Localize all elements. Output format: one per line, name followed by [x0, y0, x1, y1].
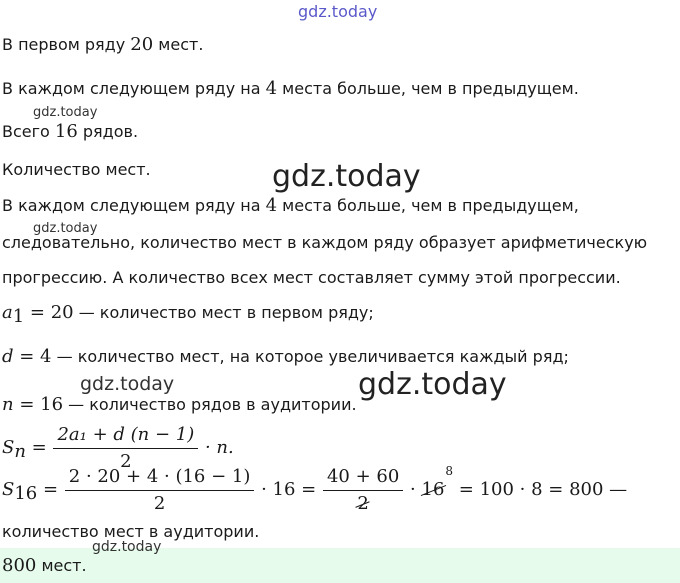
text-segment: — количество рядов в аудитории. [63, 395, 357, 414]
math-variable: a [2, 302, 13, 323]
answer-text [2, 556, 87, 576]
fraction-numerator: 2 · 20 + 4 · (16 − 1) [68, 466, 251, 487]
answer-label: мест. [36, 556, 87, 575]
math-variable: S [2, 479, 15, 500]
math-number: 4 [265, 78, 278, 99]
text-line-each-row [2, 79, 579, 99]
crossed-out-denominator: 2 [357, 493, 369, 514]
math-equation: = 20 [24, 302, 74, 323]
math-subscript: 16 [14, 483, 38, 505]
math-operator: · [404, 479, 422, 500]
formula-n [2, 395, 357, 415]
text-segment: — количество мест в первом ряду; [73, 303, 374, 322]
formula-s16 [2, 466, 627, 515]
formula-d [2, 347, 569, 367]
text-segment: рядов. [77, 122, 139, 141]
watermark-small: gdz.today [33, 221, 98, 236]
math-number: 16 [54, 121, 78, 142]
answer-number: 800 [2, 555, 37, 576]
fraction-denominator: 2 [65, 490, 255, 515]
text-line-conclusion: количество мест в аудитории. [2, 522, 260, 541]
text-segment: В каждом следующем ряду на [2, 196, 266, 215]
watermark-small: gdz.today [33, 105, 98, 120]
watermark-small: gdz.today [92, 539, 162, 555]
text-line-total-rows [2, 122, 138, 142]
math-equals: = [25, 437, 53, 458]
fraction-numerator: 2a₁ + d (n − 1) [57, 424, 195, 445]
text-segment: В каждом следующем ряду на [2, 79, 266, 98]
text-line-question: Количество мест. [2, 160, 151, 179]
reduced-number: 8 [445, 464, 454, 478]
math-subscript: n [14, 441, 26, 463]
text-segment: В первом ряду [2, 35, 131, 54]
watermark-large: gdz.today [358, 367, 507, 402]
fraction-denominator: 2 [53, 448, 198, 473]
text-segment: места больше, чем в предыдущем, [277, 196, 579, 215]
formula-a1 [2, 303, 374, 327]
fraction [325, 466, 401, 515]
watermark-top: gdz.today [298, 2, 378, 21]
math-variable: S [2, 437, 15, 458]
text-segment: Всего [2, 122, 55, 141]
watermark-small: gdz.today [80, 373, 175, 395]
math-equation: = 16 [13, 394, 64, 415]
math-equals: = [37, 479, 64, 500]
math-tail: · n. [199, 437, 234, 458]
math-result: = 100 · 8 = 800 — [453, 479, 628, 500]
math-variable: d [2, 346, 14, 367]
fraction-numerator: 40 + 60 [326, 466, 400, 487]
math-equation: = 4 [13, 346, 52, 367]
text-segment: мест. [153, 35, 204, 54]
watermark-large: gdz.today [272, 159, 421, 194]
text-line-reasoning [2, 196, 579, 216]
text-line-reasoning: следовательно, количество мест в каждом ряду образует арифметическую [2, 233, 648, 252]
math-variable: n [2, 394, 14, 415]
crossed-out-number: 16 [421, 479, 445, 500]
math-number: 20 [130, 34, 154, 55]
fraction [67, 466, 253, 515]
math-number: 4 [265, 195, 278, 216]
text-segment: — количество мест, на которое увеличивается каждый ряд; [51, 347, 569, 366]
text-line-reasoning: прогрессию. А количество всех мест составляет сумму этой прогрессии. [2, 268, 621, 287]
text-segment: места больше, чем в предыдущем. [277, 79, 579, 98]
math-subscript: 1 [12, 306, 25, 328]
text-line-first-row [2, 35, 203, 55]
math-segment: · 16 = [255, 479, 322, 500]
